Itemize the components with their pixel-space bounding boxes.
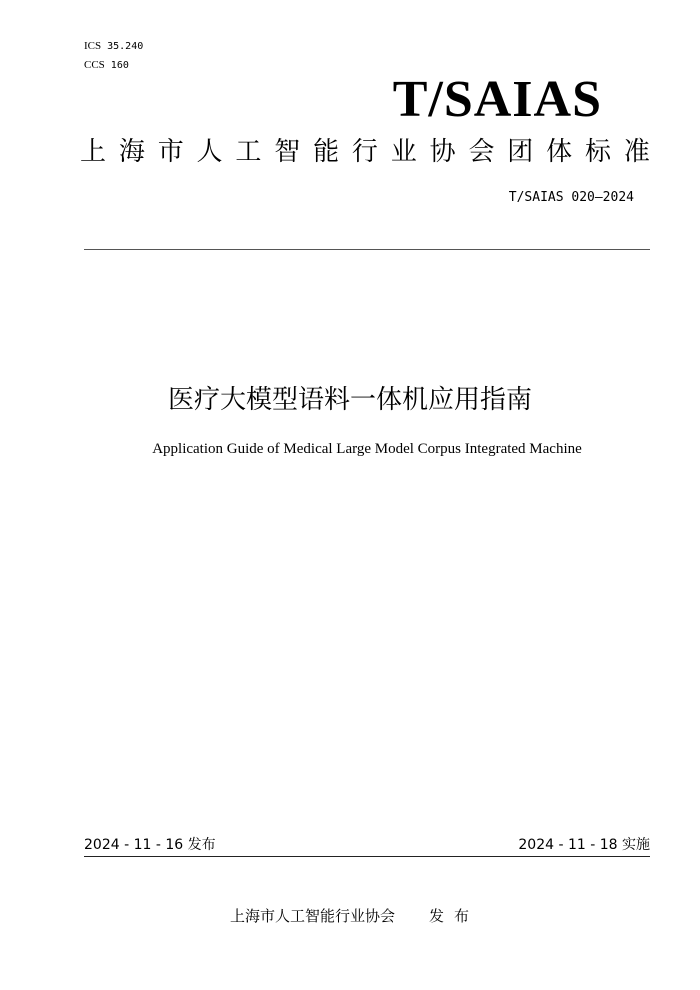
standard-type-char: 标	[584, 137, 611, 167]
standard-type-char: 团	[507, 137, 534, 167]
standard-type-char: 准	[623, 137, 650, 167]
standard-logo: T/SAIAS	[392, 71, 602, 128]
standard-type-char: 体	[546, 137, 573, 167]
standard-type-char: 市	[157, 137, 184, 167]
standard-type-char: 工	[235, 137, 262, 167]
standard-type-char: 能	[313, 137, 340, 167]
document-title-cn: 医疗大模型语料一体机应用指南	[167, 385, 532, 415]
top-divider	[84, 249, 650, 250]
publisher-line	[230, 905, 479, 926]
standard-type-title	[80, 134, 650, 170]
ccs-code: 160	[110, 60, 129, 71]
ics-code: 35.240	[107, 41, 144, 52]
classification-codes	[84, 37, 143, 75]
standard-type-char: 智	[274, 137, 301, 167]
standard-number: T/SAIAS 020—2024	[508, 190, 634, 205]
standard-type-char: 上	[80, 137, 107, 167]
implement-date: 2024 - 11 - 18 实施	[518, 837, 650, 853]
document-title-en: Application Guide of Medical Large Model Corpus Integrated Machine	[152, 441, 582, 457]
standard-type-char: 行	[351, 137, 378, 167]
publisher-name: 上海市人工智能行业协会	[230, 907, 396, 925]
bottom-divider	[84, 856, 650, 857]
ics-label: ICS	[84, 40, 102, 52]
ics-line	[84, 37, 143, 56]
ccs-line	[84, 56, 143, 75]
ccs-label: CCS	[84, 59, 105, 71]
standard-type-char: 会	[468, 137, 495, 167]
standard-type-char: 海	[118, 137, 145, 167]
standard-type-char: 业	[390, 137, 417, 167]
publish-date: 2024 - 11 - 16 发布	[84, 837, 216, 853]
standard-type-char: 人	[196, 137, 223, 167]
publish-action: 发布	[429, 907, 480, 925]
standard-type-char: 协	[429, 137, 456, 167]
